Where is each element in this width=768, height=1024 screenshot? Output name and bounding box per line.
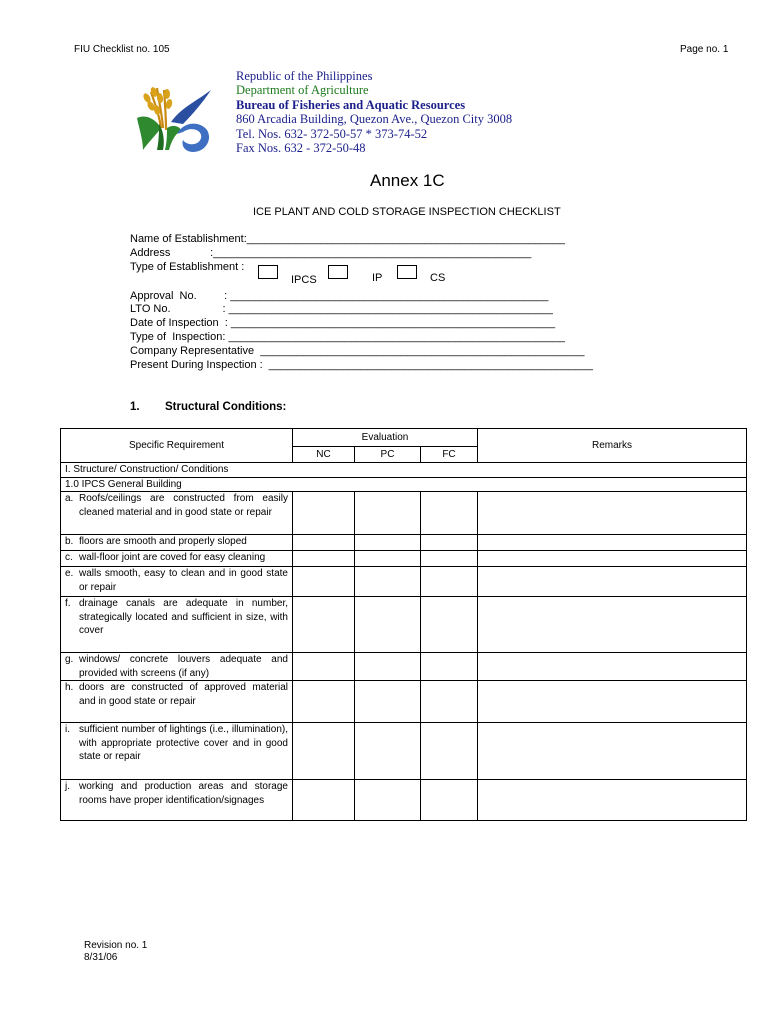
section-title: Structural Conditions: xyxy=(165,401,287,413)
table-row xyxy=(61,551,747,567)
pc-cell[interactable] xyxy=(355,780,421,821)
requirement-letter: j. xyxy=(65,781,70,792)
nc-cell[interactable] xyxy=(293,723,355,780)
col-header-requirement: Specific Requirement xyxy=(61,429,293,463)
field-establishment-name: Name of Establishment:____________________________________________________ xyxy=(130,233,565,245)
requirement-cell xyxy=(61,535,293,551)
requirement-cell xyxy=(61,653,293,681)
table-header-row xyxy=(61,429,747,447)
requirement-letter: h. xyxy=(65,682,74,693)
remarks-cell[interactable] xyxy=(478,597,747,653)
nc-cell[interactable] xyxy=(293,567,355,597)
option-ipcs-label: IPCS xyxy=(291,274,317,286)
agency-line-department: Department of Agriculture xyxy=(236,83,369,98)
agency-block xyxy=(236,69,512,155)
col-header-pc: PC xyxy=(355,447,421,463)
revision-number: Revision no. 1 xyxy=(84,940,148,951)
table-row xyxy=(61,681,747,723)
remarks-cell[interactable] xyxy=(478,780,747,821)
requirement-letter: f. xyxy=(65,598,71,609)
requirement-cell xyxy=(61,551,293,567)
requirement-letter: b. xyxy=(65,536,74,547)
table-row xyxy=(61,535,747,551)
page-number: Page no. 1 xyxy=(680,44,729,55)
table-row xyxy=(61,653,747,681)
requirement-cell xyxy=(61,723,293,780)
agency-line-tel: Tel. Nos. 632- 372-50-57 * 373-74-52 xyxy=(236,126,428,141)
pc-cell[interactable] xyxy=(355,653,421,681)
pc-cell[interactable] xyxy=(355,681,421,723)
section-number: 1. xyxy=(130,401,140,413)
remarks-cell[interactable] xyxy=(478,653,747,681)
field-approval-no: Approval No. : ____________________________________________________ xyxy=(130,290,549,302)
requirement-text: drainage canals are adequate in number, strategically located and sufficient in size, with cover xyxy=(79,598,288,636)
option-ip-label: IP xyxy=(372,272,383,284)
requirement-letter: c. xyxy=(65,552,73,563)
requirement-text: floors are smooth and properly sloped xyxy=(79,536,247,547)
remarks-cell[interactable] xyxy=(478,551,747,567)
pc-cell[interactable] xyxy=(355,597,421,653)
requirement-cell xyxy=(61,597,293,653)
table-row xyxy=(61,492,747,535)
field-type-of-inspection: Type of Inspection: _______________________________________________________ xyxy=(130,331,565,343)
checkbox-ipcs[interactable] xyxy=(258,265,278,279)
requirement-text: doors are constructed of approved material and in good state or repair xyxy=(79,682,288,707)
field-establishment-type-label: Type of Establishment : xyxy=(130,261,245,273)
checklist-number: FIU Checklist no. 105 xyxy=(74,44,170,55)
table-row xyxy=(61,723,747,780)
requirement-text: sufficient number of lightings (i.e., illumination), with appropriate protective cover and in good state or repair xyxy=(79,724,288,762)
agency-line-republic: Republic of the Philippines xyxy=(236,69,373,83)
checkbox-cs[interactable] xyxy=(397,265,417,279)
field-address: Address :____________________________________________________ xyxy=(130,247,532,259)
requirement-letter: i. xyxy=(65,724,70,735)
col-header-nc: NC xyxy=(293,447,355,463)
checkbox-ip[interactable] xyxy=(328,265,348,279)
pc-cell[interactable] xyxy=(355,723,421,780)
field-company-representative: Company Representative _____________________________________________________ xyxy=(130,345,585,357)
option-cs-label: CS xyxy=(430,272,446,284)
requirement-text: wall-floor joint are coved for easy cleaning xyxy=(79,552,266,563)
requirement-text: windows/ concrete louvers adequate and provided with screens (if any) xyxy=(79,654,288,679)
fc-cell[interactable] xyxy=(421,551,478,567)
pc-cell[interactable] xyxy=(355,492,421,535)
nc-cell[interactable] xyxy=(293,551,355,567)
fc-cell[interactable] xyxy=(421,535,478,551)
agency-line-bureau: Bureau of Fisheries and Aquatic Resources xyxy=(236,97,466,112)
nc-cell[interactable] xyxy=(293,653,355,681)
col-header-remarks: Remarks xyxy=(478,429,747,463)
footer xyxy=(84,940,147,964)
requirement-cell xyxy=(61,492,293,535)
nc-cell[interactable] xyxy=(293,597,355,653)
group-row xyxy=(61,477,747,492)
requirement-cell xyxy=(61,681,293,723)
revision-date: 8/31/06 xyxy=(84,952,118,963)
nc-cell[interactable] xyxy=(293,535,355,551)
fc-cell[interactable] xyxy=(421,597,478,653)
field-present-during-inspection: Present During Inspection : _____________________________________________________ xyxy=(130,359,594,371)
nc-cell[interactable] xyxy=(293,681,355,723)
agency-line-address: 860 Arcadia Building, Quezon Ave., Quezon City 3008 xyxy=(236,112,513,127)
requirement-cell xyxy=(61,567,293,597)
checklist-title: ICE PLANT AND COLD STORAGE INSPECTION CHECKLIST xyxy=(253,206,561,218)
pc-cell[interactable] xyxy=(355,551,421,567)
remarks-cell[interactable] xyxy=(478,723,747,780)
nc-cell[interactable] xyxy=(293,492,355,535)
fc-cell[interactable] xyxy=(421,492,478,535)
pc-cell[interactable] xyxy=(355,535,421,551)
field-lto-no: LTO No. : _____________________________________________________ xyxy=(130,303,553,315)
group-heading-structure: I. Structure/ Construction/ Conditions xyxy=(61,463,747,478)
fc-cell[interactable] xyxy=(421,653,478,681)
agency-line-fax: Fax Nos. 632 - 372-50-48 xyxy=(236,141,366,156)
remarks-cell[interactable] xyxy=(478,535,747,551)
requirement-text: Roofs/ceilings are constructed from easily cleaned material and in good state or repair xyxy=(79,493,288,518)
table-row xyxy=(61,597,747,653)
col-header-fc: FC xyxy=(421,447,478,463)
table-row xyxy=(61,567,747,597)
checklist-table xyxy=(60,428,747,821)
fc-cell[interactable] xyxy=(421,723,478,780)
fc-cell[interactable] xyxy=(421,780,478,821)
requirement-letter: a. xyxy=(65,493,74,504)
fc-cell[interactable] xyxy=(421,681,478,723)
nc-cell[interactable] xyxy=(293,780,355,821)
pc-cell[interactable] xyxy=(355,567,421,597)
table-row xyxy=(61,780,747,821)
remarks-cell[interactable] xyxy=(478,681,747,723)
bfar-logo-icon xyxy=(133,84,215,156)
group-row xyxy=(61,463,747,478)
field-date-of-inspection: Date of Inspection : _____________________________________________________ xyxy=(130,317,556,329)
remarks-cell[interactable] xyxy=(478,492,747,535)
group-heading-ipcs-building: 1.0 IPCS General Building xyxy=(61,477,747,492)
remarks-cell[interactable] xyxy=(478,567,747,597)
annex-title: Annex 1C xyxy=(370,171,445,190)
col-header-evaluation: Evaluation xyxy=(293,429,478,447)
fc-cell[interactable] xyxy=(421,567,478,597)
requirement-letter: g. xyxy=(65,654,74,665)
requirement-cell xyxy=(61,780,293,821)
requirement-text: working and production areas and storage rooms have proper identification/signages xyxy=(79,781,288,806)
requirement-letter: e. xyxy=(65,568,74,579)
requirement-text: walls smooth, easy to clean and in good state or repair xyxy=(79,568,288,593)
